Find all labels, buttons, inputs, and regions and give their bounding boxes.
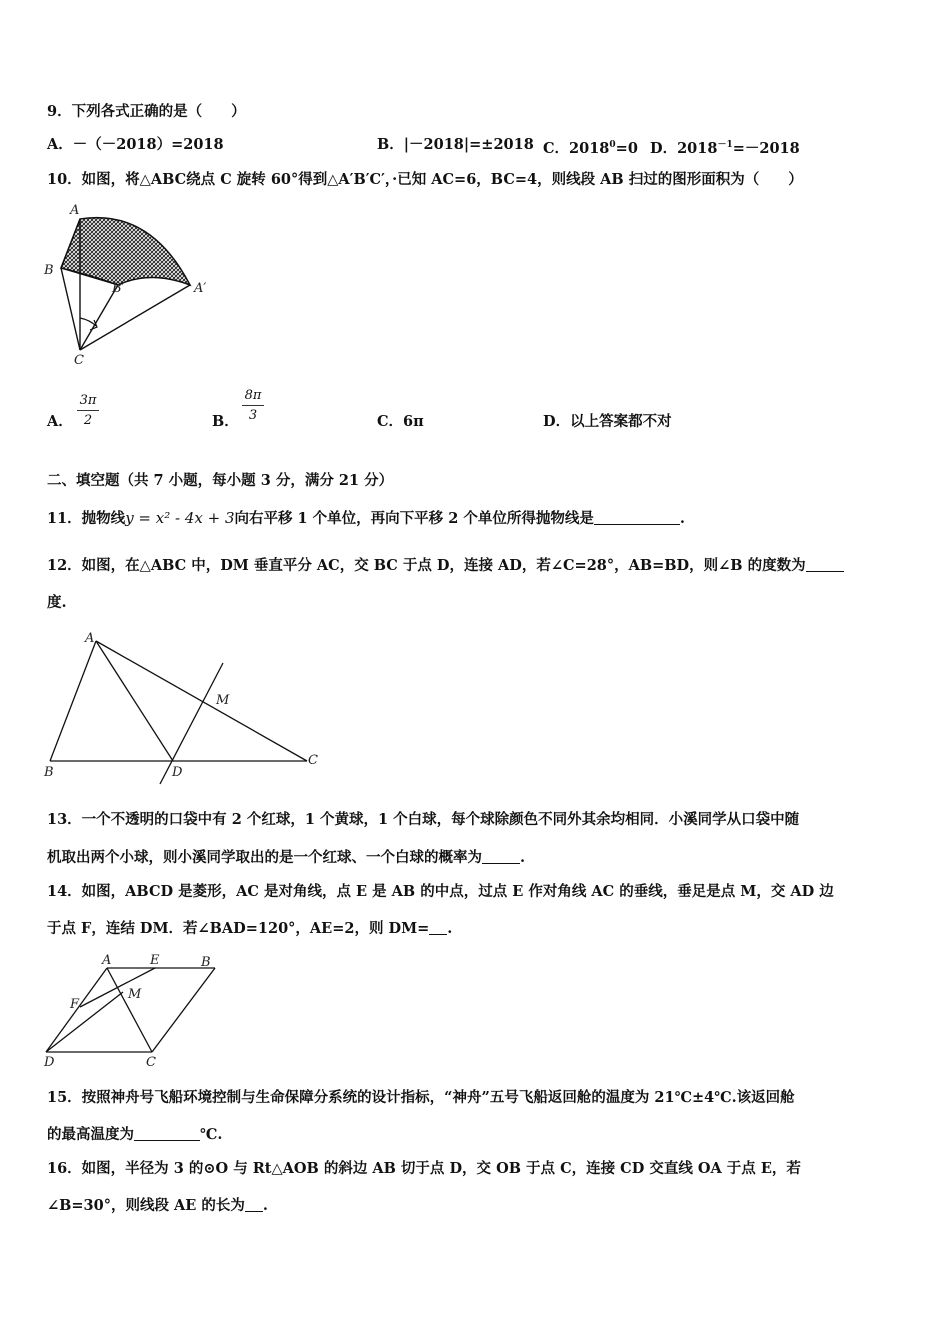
q13-answer-blank[interactable] — [482, 849, 520, 864]
q14-label-m: M — [128, 987, 142, 1002]
q15-line2 — [47, 1125, 222, 1145]
q9-option-d-base: D．2018 — [650, 139, 718, 157]
q14-label-c: C — [146, 1055, 156, 1070]
q10-segment-a-prime-c — [80, 285, 190, 350]
q10-label-b: B — [44, 263, 54, 278]
q15-answer-blank[interactable] — [134, 1126, 200, 1141]
q9-option-a: A．－（－2018）=2018 — [47, 136, 224, 153]
q9-option-d-exponent: －1 — [717, 140, 733, 150]
q12-label-m: M — [216, 693, 230, 708]
q10-figure — [40, 200, 230, 370]
q15-line1: 15．按照神舟号飞船环境控制与生命保障分系统的设计指标，“神舟”五号飞船返回舱的温度为 21℃±4℃.该返回舱 — [47, 1089, 795, 1106]
fraction-bar — [77, 410, 99, 411]
q10-rotation-arrow — [80, 318, 96, 326]
q14-label-b: B — [201, 955, 211, 970]
q15-line2-text: 的最高温度为 — [47, 1126, 134, 1143]
q12-label-c: C — [308, 753, 318, 768]
q9-option-c-base: C．2018 — [543, 139, 610, 157]
q10-label-b-prime: B′ — [112, 281, 125, 296]
q10-label-c: C — [74, 353, 84, 368]
q11-prefix: 11．抛物线 — [47, 510, 126, 527]
q13-line1: 13．一个不透明的口袋中有 2 个红球，1 个黄球，1 个白球，每个球除颜色不同外其余均相同．小溪同学从口袋中随 — [47, 811, 800, 828]
q14-line1: 14．如图，ABCD 是菱形，AC 是对角线，点 E 是 AB 的中点，过点 E 作对角线 AC 的垂线，垂足是点 M，交 AD 边 — [47, 883, 834, 900]
q12-segment-ac — [96, 641, 307, 761]
q10-option-a-numerator: 3π — [79, 393, 97, 408]
q9-option-c-rest: =0 — [615, 139, 638, 157]
q12-label-a: A — [85, 631, 95, 646]
q14-end: . — [447, 920, 453, 937]
q9-option-c — [543, 135, 638, 159]
q14-label-e: E — [150, 953, 160, 968]
q10-stem: 10．如图，将△ABC绕点 C 旋转 60°得到△A′B′C′，·已知 AC=6，BC=4，则线段 AB 扫过的图形面积为（ ） — [47, 171, 803, 188]
q10-option-a-label: A． — [47, 413, 73, 430]
q10-segment-bc — [61, 268, 80, 350]
q10-label-a-prime: A′ — [194, 281, 207, 296]
q11-answer-blank[interactable] — [594, 510, 680, 525]
q10-option-b-numerator: 8π — [244, 388, 262, 403]
q11-end: . — [679, 510, 685, 527]
fraction-bar — [242, 405, 264, 406]
q14-segment-dm — [46, 992, 123, 1052]
q10-option-d: D．以上答案都不对 — [543, 413, 672, 430]
q12-label-b: B — [44, 765, 54, 780]
q12-segment-ad — [96, 641, 173, 761]
q10-option-b-label: B． — [212, 413, 239, 430]
q10-label-a: A — [70, 203, 80, 218]
q12-line1 — [47, 556, 844, 576]
q14-figure — [40, 950, 225, 1070]
q14-label-a: A — [102, 953, 112, 968]
q13-end: . — [520, 849, 526, 866]
q11-body: 向右平移 1 个单位，再向下平移 2 个单位所得抛物线是 — [234, 510, 594, 527]
q16-line1: 16．如图，半径为 3 的⊙O 与 Rt△AOB 的斜边 AB 切于点 D，交 OB 于点 C，连接 CD 交直线 OA 于点 E，若 — [47, 1160, 801, 1177]
q12-line2: 度. — [47, 594, 67, 611]
q15-end: ℃. — [200, 1126, 223, 1143]
q16-line2-text: ∠B=30°，则线段 AE 的长为 — [47, 1197, 245, 1214]
q14-side-bc — [152, 968, 215, 1052]
q12-segment-ab — [50, 641, 96, 761]
q12-label-d: D — [172, 765, 183, 780]
q9-option-d-rest: =－2018 — [732, 139, 800, 157]
q10-option-a-fraction — [73, 393, 103, 428]
q9-stem: 9．下列各式正确的是（ ） — [47, 103, 246, 120]
q14-answer-blank[interactable] — [429, 920, 447, 935]
q10-option-b-denominator: 3 — [248, 408, 258, 423]
section-2-title: 二、填空题（共 7 小题，每小题 3 分，满分 21 分） — [47, 472, 394, 489]
q10-option-a-denominator: 2 — [83, 413, 93, 428]
q12-answer-blank[interactable] — [806, 557, 844, 572]
q9-option-c-exponent: 0 — [609, 140, 616, 150]
q14-line2-text: 于点 F，连结 DM．若∠BAD=120°，AE=2，则 DM= — [47, 920, 430, 937]
q14-segment-ef — [80, 968, 155, 1007]
q14-label-f: F — [70, 997, 80, 1012]
q9-option-d — [650, 135, 800, 159]
q11-formula: y = x² - 4x + 3 — [125, 509, 235, 527]
q10-option-c: C．6π — [377, 413, 424, 430]
q10-option-b-fraction — [238, 388, 268, 423]
q13-line2 — [47, 848, 525, 868]
q12-line1-text: 12．如图，在△ABC 中，DM 垂直平分 AC，交 BC 于点 D，连接 AD，若∠C=28°，AB=BD，则∠B 的度数为 — [47, 557, 806, 574]
q11-text — [47, 508, 685, 529]
q12-perpendicular-bisector — [160, 663, 223, 784]
q14-line2 — [47, 919, 452, 939]
q16-end: . — [262, 1197, 268, 1214]
q9-option-b: B．|－2018|=±2018 — [377, 136, 534, 153]
q16-answer-blank[interactable] — [245, 1197, 263, 1212]
q13-line2-text: 机取出两个小球，则小溪同学取出的是一个红球、一个白球的概率为 — [47, 849, 482, 866]
q14-label-d: D — [44, 1055, 55, 1070]
q12-figure — [40, 628, 330, 788]
q16-line2 — [47, 1196, 268, 1216]
